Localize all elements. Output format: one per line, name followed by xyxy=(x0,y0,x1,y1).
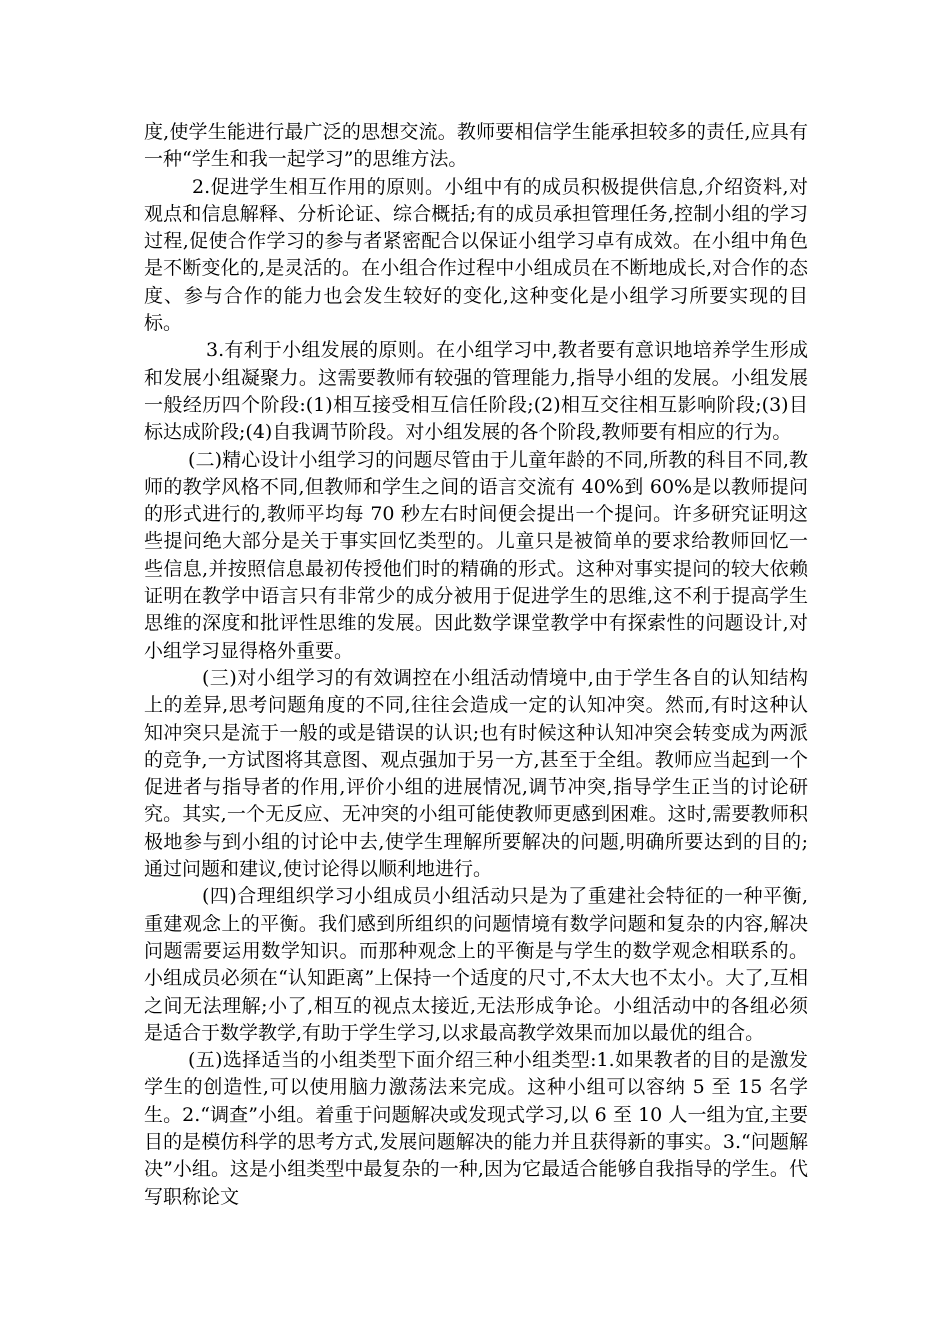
paragraph-principle-3: 3.有利于小组发展的原则。在小组学习中,教者要有意识地培养学生形成和发展小组凝聚力。这需要教师有较强的管理能力,指导小组的发展。小组发展一般经历四个阶段:(1)相互接受相互信任阶段;(2)相互交往相互影响阶段;(3)目标达成阶段;(4)自我调节阶段。对小组发展的各个阶段,教师要有相应的行为。 xyxy=(144,339,808,444)
paragraph-principle-2: 2.促进学生相互作用的原则。小组中有的成员积极提供信息,介绍资料,对观点和信息解释、分析论证、综合概括;有的成员承担管理任务,控制小组的学习过程,促使合作学习的参与者紧密配合以保证小组学习卓有成效。在小组中角色是不断变化的,是灵活的。在小组合作过程中小组成员在不断地成长,对合作的态度、参与合作的能力也会发生较好的变化,这种变化是小组学习所要实现的目标。 xyxy=(144,175,808,335)
paragraph-section-5: (五)选择适当的小组类型下面介绍三种小组类型:1.如果教者的目的是激发学生的创造性,可以使用脑力激荡法来完成。这种小组可以容纳 5 至 15 名学生。2.“调查”小组。着重于问题解决或发现式学习,以 6 至 10 人一组为宜,主要目的是模仿科学的思考方式,发展问题解决的能力并且获得新的事实。3.“问题解决”小组。这是小组类型中最复杂的一种,因为它最适合能够自我指导的学生。代写职称论文 xyxy=(144,1049,808,1208)
document-body xyxy=(144,119,808,1211)
paragraph-section-4: (四)合理组织学习小组成员小组活动只是为了重建社会特征的一种平衡,重建观念上的平衡。我们感到所组织的问题情境有数学问题和复杂的内容,解决问题需要运用数学知识。而那种观念上的平衡是与学生的数学观念相联系的。小组成员必须在“认知距离”上保持一个适度的尺寸,不太大也不太小。大了,互相之间无法理解;小了,相互的视点太接近,无法形成争论。小组活动中的各组必须是适合于数学教学,有助于学生学习,以求最高教学效果而加以最优的组合。 xyxy=(144,885,808,1044)
paragraph-continuation: 度,使学生能进行最广泛的思想交流。教师要相信学生能承担较多的责任,应具有一种“学生和我一起学习”的思维方法。 xyxy=(144,121,808,171)
paragraph-section-2: (二)精心设计小组学习的问题尽管由于儿童年龄的不同,所教的科目不同,教师的教学风格不同,但教师和学生之间的语言交流有 40%到 60%是以教师提问的形式进行的,教师平均每 70 秒左右时间便会提出一个提问。许多研究证明这些提问绝大部分是关于事实回忆类型的。儿童只是被简单的要求给教师回忆一些信息,并按照信息最初传授他们时的精确的形式。这种对事实提问的较大依赖证明在教学中语言只有非常少的成分被用于促进学生的思维,这不利于提高学生思维的深度和批评性思维的发展。因此数学课堂教学中有探索性的问题设计,对小组学习显得格外重要。 xyxy=(144,448,808,662)
paragraph-section-3: (三)对小组学习的有效调控在小组活动情境中,由于学生各自的认知结构上的差异,思考问题角度的不同,往往会造成一定的认知冲突。然而,有时这种认知冲突只是流于一般的或是错误的认识;也有时候这种认知冲突会转变成为两派的竞争,一方试图将其意图、观点强加于另一方,甚至于全组。教师应当起到一个促进者与指导者的作用,评价小组的进展情况,调节冲突,指导学生正当的讨论研究。其实,一个无反应、无冲突的小组可能使教师更感到困难。这时,需要教师积极地参与到小组的讨论中去,使学生理解所要解决的问题,明确所要达到的目的;通过问题和建议,使讨论得以顺利地进行。 xyxy=(144,666,808,881)
